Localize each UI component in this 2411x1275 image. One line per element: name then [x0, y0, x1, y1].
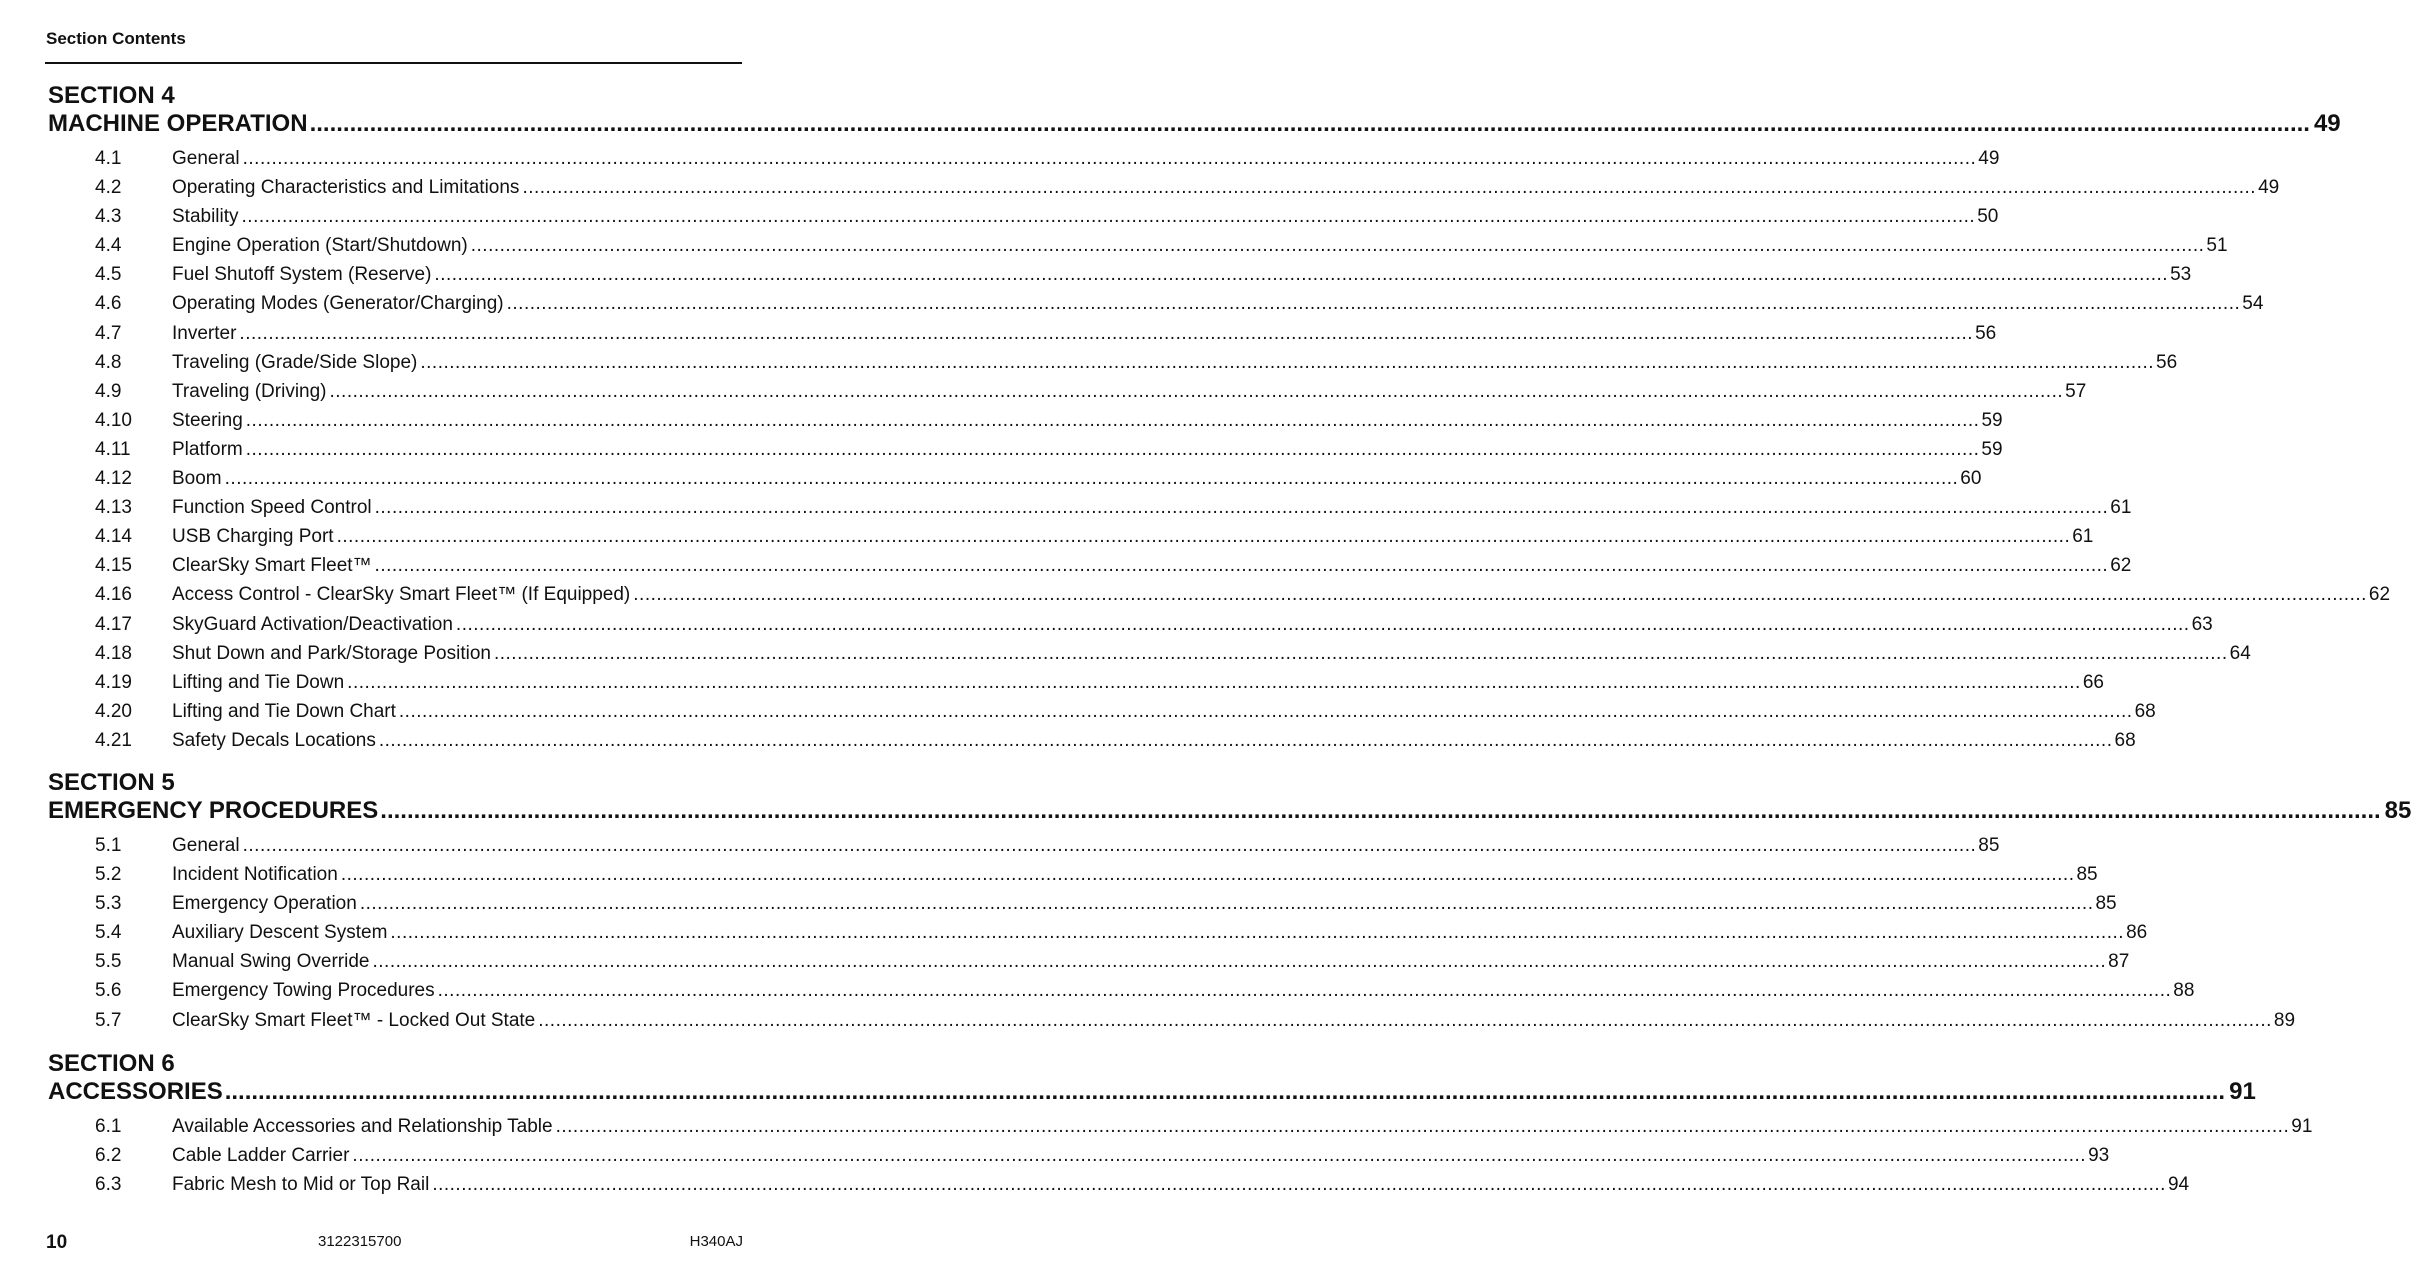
dot-leader: ............................................................................................................................................................................................................................................................................................................ [432, 1174, 2166, 1196]
toc-entry[interactable] [48, 495, 2132, 524]
entry-number: 6.2 [95, 1145, 122, 1167]
entry-page-number: 62 [2110, 555, 2132, 577]
dot-leader: ............................................................................................................................................................................................................................................................................................................ [347, 671, 2081, 693]
toc-entry[interactable] [48, 1114, 2313, 1143]
toc-entry[interactable] [48, 553, 2132, 582]
dot-leader: ............................................................................................................................................................................................................................................................................................................ [241, 206, 1976, 228]
dot-leader: ............................................................................................................................................................................................................................................................................................................ [336, 526, 2071, 548]
footer-model: H340AJ [689, 1233, 743, 1250]
entry-number: 4.16 [95, 584, 132, 606]
section-5-block [48, 769, 2411, 1037]
entry-title: Operating Modes (Generator/Charging) [172, 293, 504, 315]
section-entries [48, 146, 2391, 757]
entry-title: Fuel Shutoff System (Reserve) [172, 264, 432, 286]
entry-title: USB Charging Port [172, 526, 334, 548]
toc-entry[interactable] [48, 175, 2280, 204]
section-entries [48, 1114, 2313, 1201]
toc-entry[interactable] [48, 670, 2104, 699]
entry-page-number: 66 [2082, 671, 2104, 693]
entry-title: Operating Characteristics and Limitations [172, 177, 520, 199]
entry-page-number: 87 [2108, 951, 2130, 973]
toc-entry[interactable] [48, 379, 2087, 408]
entry-number: 4.5 [95, 264, 122, 286]
dot-leader: ............................................................................................................................................................................................................................................................................................................ [224, 1078, 2226, 1105]
entry-number: 5.3 [95, 893, 122, 915]
section-4-block [48, 82, 2391, 757]
dot-leader: ............................................................................................................................................................................................................................................................................................................ [455, 613, 2190, 635]
entry-number: 6.3 [95, 1174, 122, 1196]
entry-title: Fabric Mesh to Mid or Top Rail [172, 1174, 430, 1196]
dot-leader: ............................................................................................................................................................................................................................................................................................................ [374, 497, 2109, 519]
dot-leader: ............................................................................................................................................................................................................................................................................................................ [555, 1116, 2290, 1137]
entry-number: 4.2 [95, 177, 122, 199]
entry-page-number: 68 [2114, 729, 2136, 751]
dot-leader: ............................................................................................................................................................................................................................................................................................................ [390, 922, 2125, 944]
toc-entry[interactable] [48, 1008, 2296, 1037]
entry-number: 5.1 [95, 835, 122, 856]
entry-title: ClearSky Smart Fleet™ [172, 555, 372, 577]
toc-entry[interactable] [48, 262, 2192, 291]
toc-entry[interactable] [48, 321, 1997, 350]
section-title: EMERGENCY PROCEDURES [48, 797, 379, 824]
entry-title: Function Speed Control [172, 497, 372, 519]
entry-number: 4.9 [95, 380, 122, 402]
section-6-block [48, 1050, 2313, 1201]
entry-title: Safety Decals Locations [172, 729, 376, 751]
toc-entry[interactable] [48, 699, 2156, 728]
dot-leader: ............................................................................................................................................................................................................................................................................................................ [538, 1009, 2272, 1031]
entry-page-number: 68 [2134, 700, 2156, 722]
toc-entry[interactable] [48, 949, 2130, 978]
toc-entry[interactable] [48, 233, 2228, 262]
dot-leader: ............................................................................................................................................................................................................................................................................................................ [398, 700, 2133, 722]
dot-leader: ............................................................................................................................................................................................................................................................................................................ [633, 584, 2367, 606]
section-title: ACCESSORIES [48, 1078, 223, 1105]
dot-leader: ............................................................................................................................................................................................................................................................................................................ [340, 864, 2075, 886]
entry-page-number: 85 [2095, 893, 2117, 915]
entry-page-number: 49 [2258, 177, 2280, 199]
entry-title: Boom [172, 468, 222, 490]
section-title-row[interactable] [48, 797, 2411, 825]
toc-entry[interactable] [48, 862, 2098, 891]
entry-page-number: 94 [2167, 1174, 2190, 1196]
section-label: SECTION 4 [48, 82, 175, 109]
entry-number: 4.8 [95, 351, 122, 373]
entry-page-number: 49 [1978, 148, 2000, 169]
toc-entry[interactable] [48, 524, 2094, 553]
dot-leader: ............................................................................................................................................................................................................................................................................................................ [359, 893, 2094, 915]
header-divider [45, 62, 742, 64]
entry-page-number: 51 [2206, 235, 2228, 257]
section-entries [48, 833, 2296, 1037]
toc-entry[interactable] [48, 204, 1999, 233]
entry-title: Lifting and Tie Down Chart [172, 700, 396, 722]
dot-leader: ............................................................................................................................................................................................................................................................................................................ [242, 148, 1977, 169]
entry-number: 4.18 [95, 642, 132, 664]
footer-page-number: 10 [46, 1232, 68, 1253]
entry-page-number: 63 [2191, 613, 2213, 635]
entry-title: Emergency Towing Procedures [172, 980, 435, 1002]
entry-title: Auxiliary Descent System [172, 922, 388, 944]
entry-number: 4.13 [95, 497, 132, 519]
entry-page-number: 61 [2072, 526, 2094, 548]
dot-leader: ............................................................................................................................................................................................................................................................................................................ [352, 1145, 2087, 1167]
entry-page-number: 53 [2170, 264, 2192, 286]
toc-entry[interactable] [48, 582, 2391, 611]
toc-entry[interactable] [48, 350, 2178, 379]
entry-title: Lifting and Tie Down [172, 671, 345, 693]
dot-leader: ............................................................................................................................................................................................................................................................................................................ [378, 729, 2113, 751]
entry-page-number: 59 [1981, 409, 2003, 431]
entry-title: Shut Down and Park/Storage Position [172, 642, 491, 664]
dot-leader: ............................................................................................................................................................................................................................................................................................................ [374, 555, 2109, 577]
toc-entry[interactable] [48, 728, 2136, 757]
dot-leader: ............................................................................................................................................................................................................................................................................................................ [522, 177, 2257, 199]
dot-leader: ............................................................................................................................................................................................................................................................................................................ [380, 797, 2381, 824]
entry-number: 4.4 [95, 235, 122, 257]
entry-page-number: 85 [2076, 864, 2098, 886]
entry-title: Cable Ladder Carrier [172, 1145, 350, 1167]
toc-entry[interactable] [48, 1172, 2190, 1201]
dot-leader: ............................................................................................................................................................................................................................................................................................................ [242, 835, 1977, 856]
entry-page-number: 85 [1978, 835, 2000, 856]
entry-page-number: 64 [2229, 642, 2251, 664]
section-title-row[interactable] [48, 110, 2341, 138]
dot-leader: ............................................................................................................................................................................................................................................................................................................ [224, 468, 1959, 490]
dot-leader: ............................................................................................................................................................................................................................................................................................................ [309, 110, 2310, 137]
entry-number: 4.15 [95, 555, 132, 577]
section-title-row[interactable] [48, 1078, 2256, 1106]
entry-number: 4.21 [95, 729, 132, 751]
entry-page-number: 57 [2065, 380, 2087, 402]
entry-title: Access Control - ClearSky Smart Fleet™ (If Equipped) [172, 584, 631, 606]
entry-number: 4.17 [95, 613, 132, 635]
entry-title: Engine Operation (Start/Shutdown) [172, 235, 468, 257]
entry-title: Traveling (Driving) [172, 380, 327, 402]
entry-number: 4.7 [95, 322, 122, 344]
toc-entry[interactable] [48, 146, 2000, 175]
entry-number: 4.12 [95, 468, 132, 490]
toc-entry[interactable] [48, 291, 2264, 320]
dot-leader: ............................................................................................................................................................................................................................................................................................................ [470, 235, 2205, 257]
toc-entry[interactable] [48, 408, 2003, 437]
page-header-title: Section Contents [46, 29, 186, 48]
entry-page-number: 50 [1977, 206, 1999, 228]
toc-entry[interactable] [48, 437, 2003, 466]
entry-title: Available Accessories and Relationship Table [172, 1116, 553, 1137]
entry-page-number: 86 [2126, 922, 2148, 944]
entry-page-number: 93 [2088, 1145, 2110, 1167]
entry-number: 4.1 [95, 148, 122, 169]
footer-doc-number: 3122315700 [318, 1233, 402, 1250]
dot-leader: ............................................................................................................................................................................................................................................................................................................ [372, 951, 2107, 973]
entry-title: ClearSky Smart Fleet™ - Locked Out State [172, 1009, 536, 1031]
toc-entry[interactable] [48, 466, 1982, 495]
entry-title: Emergency Operation [172, 893, 357, 915]
entry-title: Traveling (Grade/Side Slope) [172, 351, 418, 373]
entry-title: SkyGuard Activation/Deactivation [172, 613, 453, 635]
entry-number: 4.11 [95, 438, 131, 460]
entry-number: 4.3 [95, 206, 122, 228]
entry-page-number: 91 [2291, 1116, 2313, 1137]
entry-number: 4.19 [95, 671, 132, 693]
section-page-number: 85 [2384, 797, 2411, 824]
entry-title: Platform [172, 438, 243, 460]
entry-page-number: 89 [2273, 1009, 2296, 1031]
entry-title: General [172, 148, 240, 169]
entry-page-number: 54 [2242, 293, 2264, 315]
entry-page-number: 59 [1981, 438, 2003, 460]
entry-title: Steering [172, 409, 243, 431]
entry-number: 4.14 [95, 526, 132, 548]
toc-entry[interactable] [48, 1143, 2110, 1172]
entry-page-number: 60 [1960, 468, 1982, 490]
entry-page-number: 56 [2156, 351, 2178, 373]
entry-number: 4.20 [95, 700, 132, 722]
toc-entry[interactable] [48, 833, 2000, 862]
entry-number: 5.7 [95, 1009, 122, 1031]
entry-number: 5.2 [95, 864, 122, 886]
toc-entry[interactable] [48, 920, 2148, 949]
dot-leader: ............................................................................................................................................................................................................................................................................................................ [437, 980, 2172, 1002]
entry-title: Incident Notification [172, 864, 338, 886]
entry-number: 5.6 [95, 980, 122, 1002]
entry-page-number: 61 [2110, 497, 2132, 519]
dot-leader: ............................................................................................................................................................................................................................................................................................................ [239, 322, 1974, 344]
entry-title: Stability [172, 206, 239, 228]
entry-title: General [172, 835, 240, 856]
dot-leader: ............................................................................................................................................................................................................................................................................................................ [329, 380, 2064, 402]
entry-page-number: 56 [1975, 322, 1997, 344]
entry-page-number: 62 [2368, 584, 2391, 606]
toc-entry[interactable] [48, 891, 2117, 920]
dot-leader: ............................................................................................................................................................................................................................................................................................................ [420, 351, 2155, 373]
section-page-number: 91 [2229, 1078, 2256, 1105]
toc-entry[interactable] [48, 612, 2213, 641]
dot-leader: ............................................................................................................................................................................................................................................................................................................ [506, 293, 2241, 315]
section-page-number: 49 [2313, 110, 2341, 137]
toc-entry[interactable] [48, 641, 2251, 670]
section-label: SECTION 6 [48, 1050, 175, 1077]
entry-title: Manual Swing Override [172, 951, 370, 973]
entry-title: Inverter [172, 322, 237, 344]
entry-number: 4.6 [95, 293, 122, 315]
entry-number: 5.5 [95, 951, 122, 973]
entry-number: 6.1 [95, 1116, 122, 1137]
dot-leader: ............................................................................................................................................................................................................................................................................................................ [245, 438, 1980, 460]
section-label: SECTION 5 [48, 769, 175, 796]
entry-number: 5.4 [95, 922, 122, 944]
section-title: MACHINE OPERATION [48, 110, 308, 137]
toc-entry[interactable] [48, 978, 2195, 1007]
dot-leader: ............................................................................................................................................................................................................................................................................................................ [245, 409, 1980, 431]
dot-leader: ............................................................................................................................................................................................................................................................................................................ [493, 642, 2228, 664]
entry-number: 4.10 [95, 409, 132, 431]
dot-leader: ............................................................................................................................................................................................................................................................................................................ [434, 264, 2169, 286]
entry-page-number: 88 [2173, 980, 2195, 1002]
